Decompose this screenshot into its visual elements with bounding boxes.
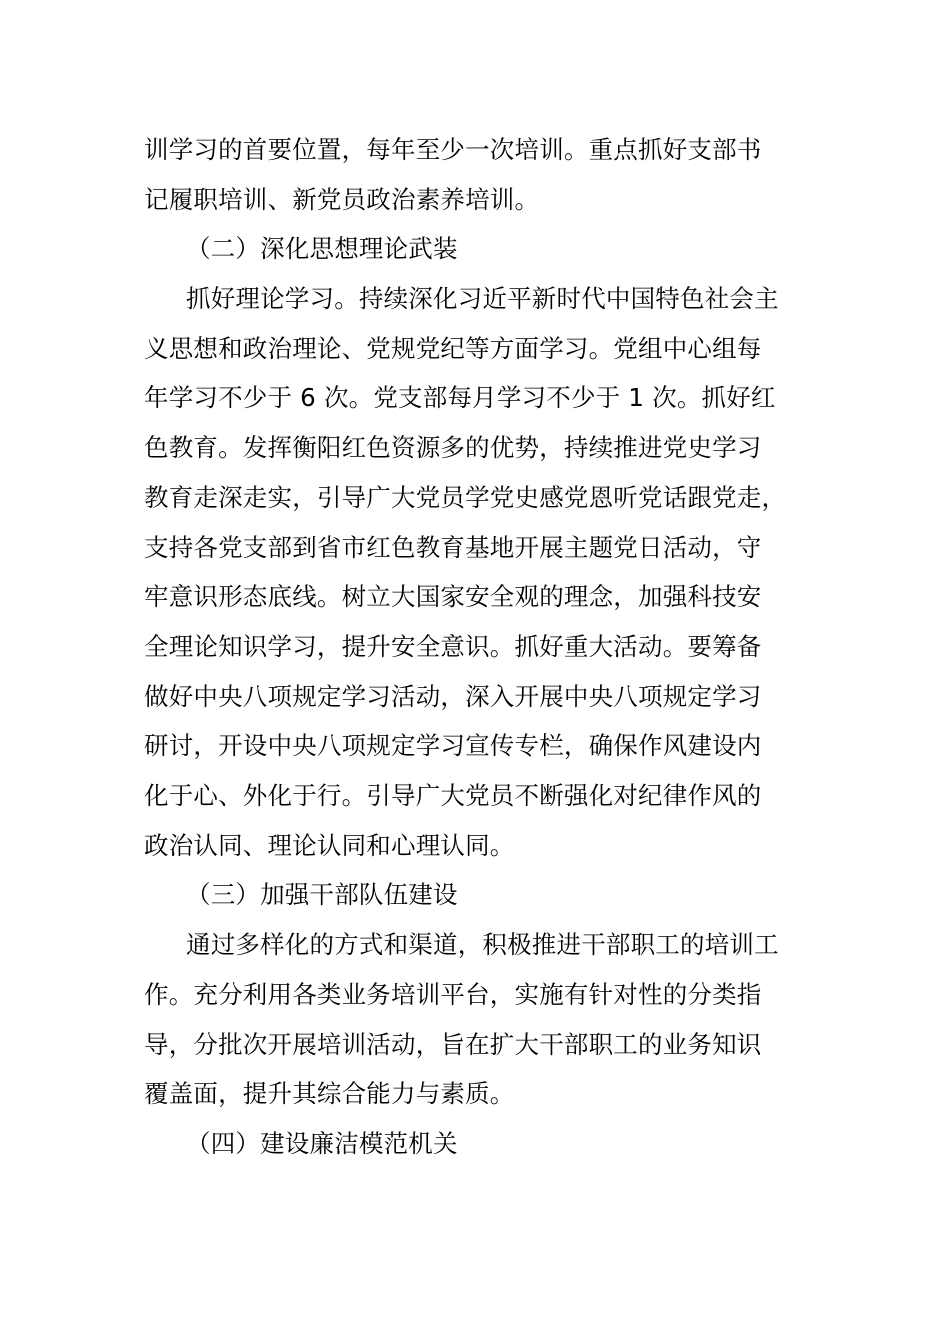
text-line: 覆盖面，提升其综合能力与素质。 <box>144 1079 515 1108</box>
text-line: 训学习的首要位置，每年至少一次培训。重点抓好支部书 <box>144 135 762 164</box>
text-line: 研讨，开设中央八项规定学习宣传专栏，确保作风建设内 <box>144 731 762 760</box>
text-line: 色教育。发挥衡阳红色资源多的优势，持续推进党史学习 <box>144 433 762 462</box>
text-line: 通过多样化的方式和渠道，积极推进干部职工的培训工 <box>186 930 779 959</box>
text-line: 全理论知识学习，提升安全意识。抓好重大活动。要筹备 <box>144 632 762 661</box>
section-heading: （二）深化思想理论武装 <box>186 234 458 263</box>
text-line: 教育走深走实，引导广大党员学党史感党恩听党话跟党走， <box>144 483 787 512</box>
text-line: 支持各党支部到省市红色教育基地开展主题党日活动，守 <box>144 533 762 562</box>
text-line: 作。充分利用各类业务培训平台，实施有针对性的分类指 <box>144 980 762 1009</box>
text-line: 记履职培训、新党员政治素养培训。 <box>144 185 540 214</box>
section-heading: （三）加强干部队伍建设 <box>186 880 458 909</box>
text-line: 做好中央八项规定学习活动，深入开展中央八项规定学习 <box>144 682 762 711</box>
section-heading: （四）建设廉洁模范机关 <box>186 1129 458 1158</box>
text-line: 抓好理论学习。持续深化习近平新时代中国特色社会主 <box>186 284 779 313</box>
text-line: 牢意识形态底线。树立大国家安全观的理念，加强科技安 <box>144 582 762 611</box>
text-line: 政治认同、理论认同和心理认同。 <box>144 831 515 860</box>
text-line: 义思想和政治理论、党规党纪等方面学习。党组中心组每 <box>144 334 762 363</box>
text-line: 年学习不少于 6 次。党支部每月学习不少于 1 次。抓好红 <box>144 383 776 412</box>
text-line: 化于心、外化于行。引导广大党员不断强化对纪律作风的 <box>144 781 762 810</box>
text-line: 导，分批次开展培训活动，旨在扩大干部职工的业务知识 <box>144 1030 762 1059</box>
